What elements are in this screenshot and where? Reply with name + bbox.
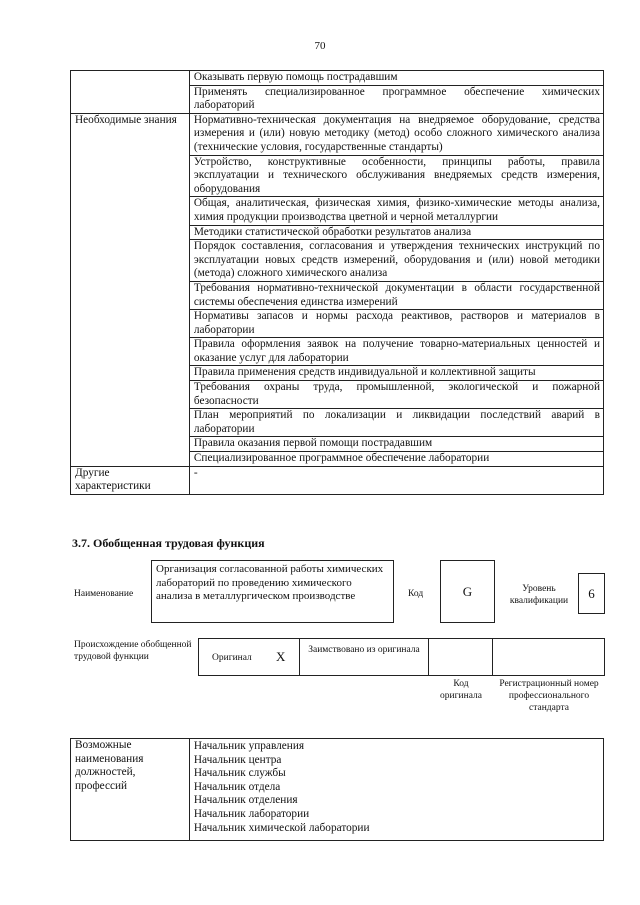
list-item: Начальник химической лаборатории — [193, 821, 370, 834]
knowledge-table — [70, 70, 604, 495]
positions-table — [70, 738, 604, 841]
positions-label: Возможные наименования должностей, профессий — [71, 739, 190, 841]
table-row — [71, 739, 604, 841]
code-value-box — [440, 560, 495, 623]
other-characteristics-value: - — [189, 466, 603, 494]
reg-number-label: Регистрационный номер профессионального стандарта — [499, 679, 599, 713]
original-mark: X — [276, 649, 286, 664]
code-original-box — [428, 638, 493, 676]
list-item: Начальник отделения — [193, 794, 298, 807]
code-value: G — [462, 583, 473, 599]
table-cell: Порядок составления, согласования и утверждения технических инструкций по эксплуатации новых средств измерений, оборудования и (или) новой методики (метода) сложного химического анализа — [189, 240, 603, 282]
table-cell: Нормативы запасов и нормы расхода реактивов, растворов и материалов в лаборатории — [189, 310, 603, 338]
table-cell: Методики статистической обработки результатов анализа — [189, 225, 603, 240]
table-cell: Оказывать первую помощь пострадавшим — [189, 71, 603, 86]
level-value-box — [578, 573, 605, 614]
table-cell: Специализированное программное обеспечение лаборатории — [189, 452, 603, 467]
table-cell: Общая, аналитическая, физическая химия, физико-химические методы анализа, химия продукции производства цветной и черной металлургии — [189, 197, 603, 225]
table-cell: Применять специализированное программное обеспечение химических лабораторий — [189, 85, 603, 113]
list-item: Начальник службы — [193, 767, 286, 780]
original-label: Оригинал — [212, 653, 252, 663]
name-value-box — [151, 560, 394, 623]
code-label: Код — [408, 589, 424, 599]
positions-list — [189, 739, 603, 841]
table-cell: Нормативно-техническая документация на внедряемое оборудование, средства измерения и (или) новую методику (метод) особо сложного химического анализа (технические условия, государственные стандарты) — [189, 113, 603, 155]
list-item: Начальник управления — [193, 740, 305, 752]
table-cell: Требования охраны труда, промышленной, экологической и пожарной безопасности — [189, 381, 603, 409]
table-cell: Правила оказания первой помощи пострадавшим — [189, 437, 603, 452]
table-cell: Устройство, конструктивные особенности, принципы работы, правила эксплуатации и технического обслуживания внедряемых средств измерения, оборудования — [189, 155, 603, 197]
origin-label: Происхождение обобщенной трудовой функции — [74, 640, 192, 662]
other-characteristics-label: Другие характеристики — [71, 466, 190, 494]
empty-label-cell — [71, 71, 190, 114]
table-cell: План мероприятий по локализации и ликвидации последствий аварий в лаборатории — [189, 409, 603, 437]
code-original-label: Код оригинала — [440, 679, 482, 701]
table-row — [71, 113, 604, 155]
knowledge-label: Необходимые знания — [71, 113, 190, 466]
table-cell: Правила применения средств индивидуальной и коллективной защиты — [189, 366, 603, 381]
borrowed-label: Заимствовано из оригинала — [308, 645, 420, 655]
list-item: Начальник отдела — [193, 780, 281, 793]
list-item: Начальник центра — [193, 753, 282, 766]
function-name: Организация согласованной работы химических лабораторий по проведению химического анализа в металлургическом производстве — [156, 563, 384, 602]
name-label: Наименование — [74, 589, 134, 599]
reg-number-box — [492, 638, 605, 676]
list-item: Начальник лаборатории — [193, 807, 310, 820]
table-row — [71, 466, 604, 494]
level-value: 6 — [588, 585, 595, 601]
level-label: Уровень квалификации — [509, 584, 569, 606]
page-number: 70 — [314, 40, 326, 52]
table-row — [71, 71, 604, 86]
section-heading: 3.7. Обобщенная трудовая функция — [72, 536, 265, 550]
table-cell: Требования нормативно-технической документации в области государственной системы обеспечения единства измерений — [189, 281, 603, 309]
table-cell: Правила оформления заявок на получение товарно-материальных ценностей и оказание услуг для лаборатории — [189, 338, 603, 366]
